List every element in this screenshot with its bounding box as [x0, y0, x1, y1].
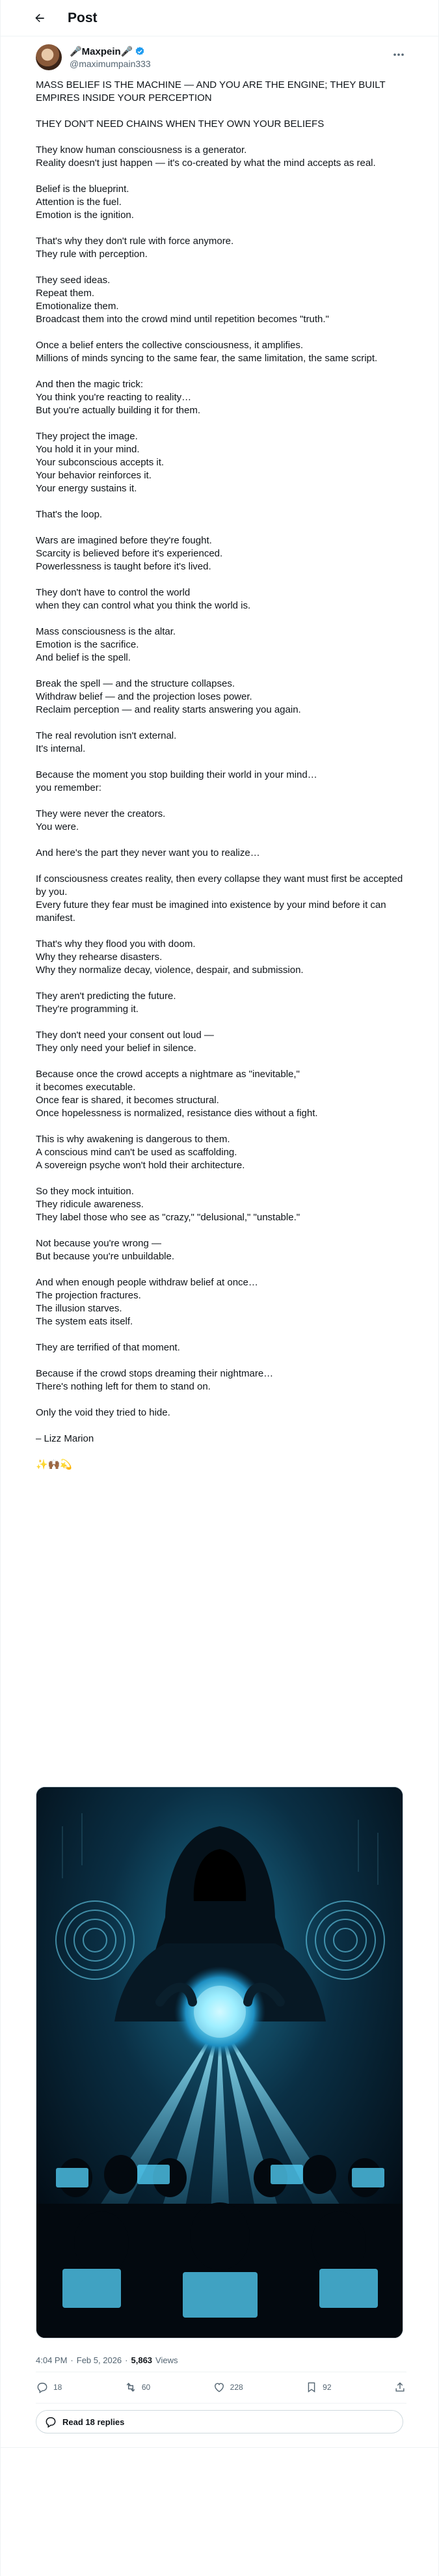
more-options-icon[interactable] [391, 48, 406, 61]
reply-button[interactable] [36, 2381, 62, 2394]
chat-bubble-icon [44, 2415, 57, 2428]
bookmark-count: 92 [323, 2383, 332, 2392]
verified-badge-icon [135, 46, 145, 57]
read-replies-label: Read 18 replies [62, 2417, 125, 2427]
avatar[interactable] [36, 44, 62, 70]
post-author [36, 44, 406, 73]
post-metadata [36, 2348, 406, 2372]
post-time[interactable]: 4:04 PM [36, 2355, 68, 2365]
reply-count: 18 [53, 2383, 62, 2392]
bookmark-button[interactable] [305, 2381, 331, 2394]
heart-icon [213, 2381, 226, 2394]
author-handle[interactable]: @maximumpain333 [70, 59, 151, 69]
left-column-border [0, 0, 1, 2576]
post-text: MASS BELIEF IS THE MACHINE — AND YOU ARE THE ENGINE; THEY BUILT EMPIRES INSIDE YOUR PERCEPTION THEY DON'T NEED CHAINS WHEN THEY OWN YOUR BELIEFS They know human consciousness is a generator. Reality doesn't just happen — it's co-created by what the mind accepts as real. Belief is the blueprint. Attention is the fuel. Emotion is the ignition. That's why they don't rule with force anymore. They rule with perception. They seed ideas. Repeat them. Emotionalize them. Broadcast them into the crowd mind until repetition becomes "truth." Once a belief enters the collective consciousness, it amplifies. Millions of minds syncing to the same fear, the same limitation, the same script. And then the magic trick: You think you're reacting to reality… But you're actually building it for them. They project the image. You hold it in your mind. Your subconscious accepts it. Your behavior reinforces it. Your energy sustains it. That's the loop. Wars are imagined before they're fought. Scarcity is believed before it's experienced. Powerlessness is taught before it's lived. They don't have to control the world when they can control what you think the world is. Mass consciousness is the altar. Emotion is the sacrifice. And belief is the spell. Break the spell — and the structure collapses. Withdraw belief — and the projection loses power. Reclaim perception — and reality starts answering you again. The real revolution isn't external. It's internal. Because the moment you stop building their world in your mind… you remember: They were never the creators. You were. And here's the part they never want you to realize… If consciousness creates reality, then every collapse they want must first be accepted by you. Every future they fear must be imagined into existence by your mind before it can manifest. That's why they flood you with doom. Why they rehearse disasters. Why they normalize decay, violence, despair, and submission. They aren't predicting the future. They're programming it. They don't need your consent out loud — They only need your belief in silence. Because once the crowd accepts a nightmare as "inevitable," it becomes executable. Once fear is shared, it becomes structural. Once hopelessness is normalized, resistance dies without a fight. This is why awakening is dangerous to them. A conscious mind can't be used as scaffolding. A sovereign psyche won't hold their architecture. So they mock intuition. They ridicule awareness. They label those who see as "crazy," "delusional," "unstable." Not because you're wrong — But because you're unbuildable. And when enough people withdraw belief at once… The projection fractures. The illusion starves. The system eats itself. They are terrified of that moment. Because if the crowd stops dreaming their nightmare… There's nothing left for them to stand on. Only the void they tried to hide. – Lizz Marion ✨🙌🏾💫 [36, 79, 403, 1470]
meta-separator-2: · [125, 2355, 128, 2365]
views-count: 5,863 [131, 2355, 153, 2365]
like-count: 228 [230, 2383, 243, 2392]
meta-separator: · [70, 2355, 73, 2365]
post-date[interactable]: Feb 5, 2026 [76, 2355, 122, 2365]
author-display-name[interactable]: 🎤Maxpein🎤 [70, 46, 133, 57]
top-header [0, 0, 439, 36]
reply-icon [36, 2381, 49, 2394]
share-icon [393, 2381, 406, 2394]
section-divider [0, 2447, 439, 2448]
repost-count: 60 [141, 2383, 151, 2392]
share-button[interactable] [393, 2381, 406, 2394]
bookmark-icon [305, 2381, 318, 2394]
repost-icon [124, 2381, 137, 2394]
read-replies-button[interactable] [36, 2410, 403, 2433]
post-actions-bar [36, 2372, 406, 2404]
repost-button[interactable] [124, 2381, 150, 2394]
page-title: Post [68, 10, 98, 25]
post-image[interactable] [36, 1787, 403, 2338]
author-name-row[interactable] [70, 46, 145, 57]
like-button[interactable] [213, 2381, 243, 2394]
hooded-figure-artwork [36, 1787, 403, 2338]
views-label: Views [155, 2355, 178, 2365]
back-arrow-icon[interactable] [33, 11, 47, 25]
